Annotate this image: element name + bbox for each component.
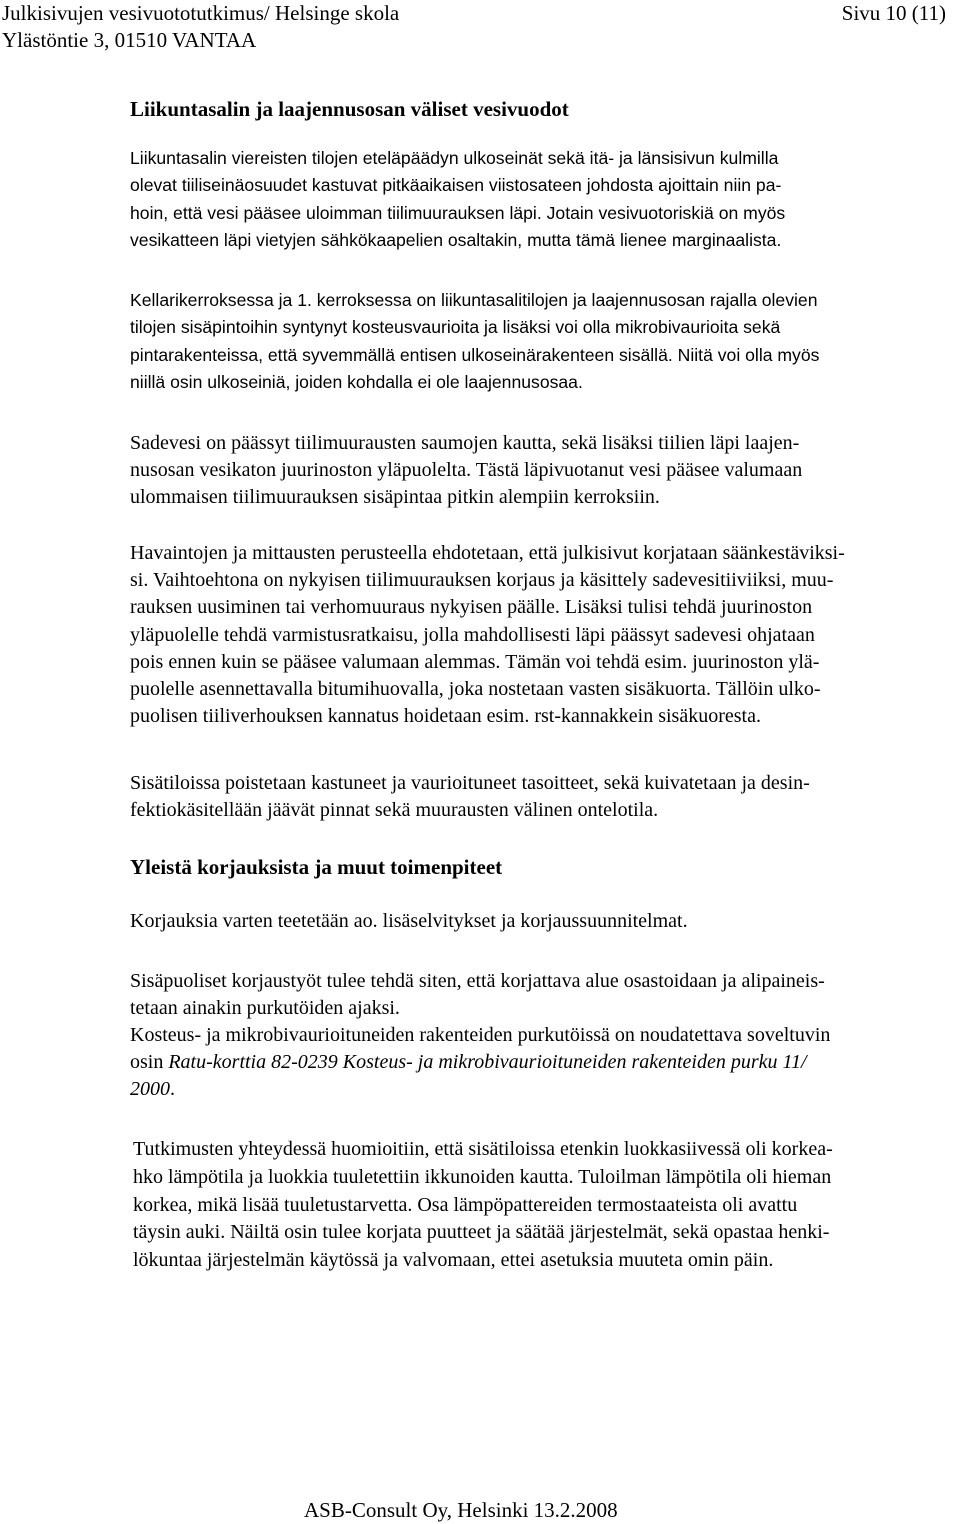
paragraph-indoor-repairs — [130, 968, 950, 1022]
text-line: puolisen tiiliverhouksen kannatus hoidetaan esim. rst-kannakkein sisäkuoresta. — [130, 705, 761, 728]
text-line: yläpuolelle tehdä varmistusratkaisu, jolla mahdollisesti läpi päässyt sadevesi ohjataan — [130, 623, 815, 646]
text-line: nusosan vesikaton juurinoston yläpuolelta. Tästä läpivuotanut vesi pääsee valumaan — [130, 459, 803, 482]
text-line: Korjauksia varten teetetään ao. lisäselvitykset ja korjaussuunnitelmat. — [130, 910, 688, 932]
text-line: tilojen sisäpintoihin syntynyt kosteusvaurioita ja lisäksi voi olla mikrobivaurioita sekä — [130, 317, 781, 338]
text-line: Kellarikerroksessa ja 1. kerroksessa on liikuntasalitilojen ja laajennusosan rajalla olevien — [130, 290, 818, 310]
footer-company-date: ASB-Consult Oy, Helsinki 13.2.2008 — [304, 1498, 618, 1522]
text-line — [130, 1049, 950, 1076]
ratu-card-reference: Ratu-korttia 82-0239 Kosteus- ja mikrobivaurioituneiden rakenteiden purku 11/ — [168, 1051, 807, 1074]
paragraph-wall-leaks — [130, 145, 955, 255]
text-line: täysin auki. Näiltä osin tulee korjata puutteet ja säätää järjestelmät, sekä opastaa henki- — [133, 1221, 830, 1244]
text-line: si. Vaihtoehtona on nykyisen tiilimuurauksen korjaus ja käsittely sadevesitiiviiksi, muu- — [130, 569, 834, 592]
paragraph-ventilation — [133, 1136, 953, 1275]
paragraph-demolition — [130, 1022, 950, 1104]
text-line: Havaintojen ja mittausten perusteella ehdotetaan, että julkisivut korjataan säänkestäviksi- — [130, 542, 845, 564]
text-line: hoin, että vesi pääsee uloimman tiilimuurauksen läpi. Jotain vesivuotoriskiä on myös — [130, 202, 786, 223]
paragraph-repair-plans — [130, 908, 950, 935]
text-line: olevat tiiliseinäosuudet kastuvat pitkäaikaisen viistosateen johdosta ajoittain niin pa- — [130, 175, 782, 196]
text-plain: osin — [130, 1051, 169, 1074]
text-line: Tutkimusten yhteydessä huomioitiin, että sisätiloissa etenkin luokkasiivessä oli korkea- — [133, 1138, 833, 1160]
text-line: puolelle asennettavalla bitumihuovalla, joka nostetaan vasten sisäkuorta. Tällöin ulko- — [130, 678, 821, 701]
text-line: hko lämpötila ja luokkia tuuletettiin ikkunoiden kautta. Tuloilman lämpötila oli hieman — [133, 1165, 832, 1188]
text-line: rauksen uusiminen tai verhomuuraus nykyisen päälle. Lisäksi tulisi tehdä juurinoston — [130, 596, 813, 619]
text-line: ulommaisen tiilimuurauksen sisäpintaa pitkin alempiin kerroksiin. — [130, 486, 660, 509]
ratu-card-year: 2000 — [130, 1078, 170, 1101]
text-line: vesikatteen läpi vietyjen sähkökaapelien osaltakin, mutta tämä lienee marginaalista. — [130, 230, 782, 251]
text-line: Sisäpuoliset korjaustyöt tulee tehdä siten, että korjattava alue osastoidaan ja alipaineis- — [130, 970, 825, 992]
paragraph-rainwater — [130, 430, 950, 512]
text-line: pintarakenteissa, että syvemmällä entisen ulkoseinärakenteen sisällä. Niitä voi olla myös — [130, 344, 820, 365]
text-line: fektiokäsitellään jäävät pinnat sekä muurausten välinen ontelotila. — [130, 799, 659, 822]
section-title-leaks: Liikuntasalin ja laajennusosan väliset vesivuodot — [130, 97, 569, 121]
text-line: korkea, mikä lisää tuuletustarvetta. Osa lämpöpattereiden termostaateista oli avattu — [133, 1193, 798, 1216]
text-line: niillä osin ulkoseiniä, joiden kohdalla ei ole laajennusosaa. — [130, 372, 583, 393]
header-address: Ylästöntie 3, 01510 VANTAA — [2, 28, 257, 52]
paragraph-proposal — [130, 540, 950, 730]
paragraph-basement-damage — [130, 287, 955, 397]
text-line: Kosteus- ja mikrobivaurioituneiden rakenteiden purkutöissä on noudatettava soveltuvin — [130, 1024, 831, 1046]
text-line — [130, 1076, 950, 1103]
paragraph-interior — [130, 770, 950, 824]
header-page-number: Sivu 10 (11) — [841, 1, 946, 25]
text-line: Liikuntasalin viereisten tilojen eteläpäädyn ulkoseinät sekä itä- ja länsisivun kulmilla — [130, 148, 779, 168]
text-plain: . — [170, 1078, 175, 1101]
text-line: pois ennen kuin se pääsee valumaan alemmas. Tämän voi tehdä esim. juurinoston ylä- — [130, 650, 820, 673]
text-line: tetaan ainakin purkutöiden ajaksi. — [130, 997, 400, 1020]
text-line: Sadevesi on päässyt tiilimuurausten saumojen kautta, sekä lisäksi tiilien läpi laajen- — [130, 432, 800, 454]
section-title-general: Yleistä korjauksista ja muut toimenpiteet — [130, 855, 503, 879]
text-line: Sisätiloissa poistetaan kastuneet ja vaurioituneet tasoitteet, sekä kuivatetaan ja desin- — [130, 772, 810, 794]
header-document-title: Julkisivujen vesivuototutkimus/ Helsinge skola — [2, 1, 400, 25]
text-line: lökuntaa järjestelmän käytössä ja valvomaan, ettei asetuksia muuteta omin päin. — [133, 1249, 774, 1272]
